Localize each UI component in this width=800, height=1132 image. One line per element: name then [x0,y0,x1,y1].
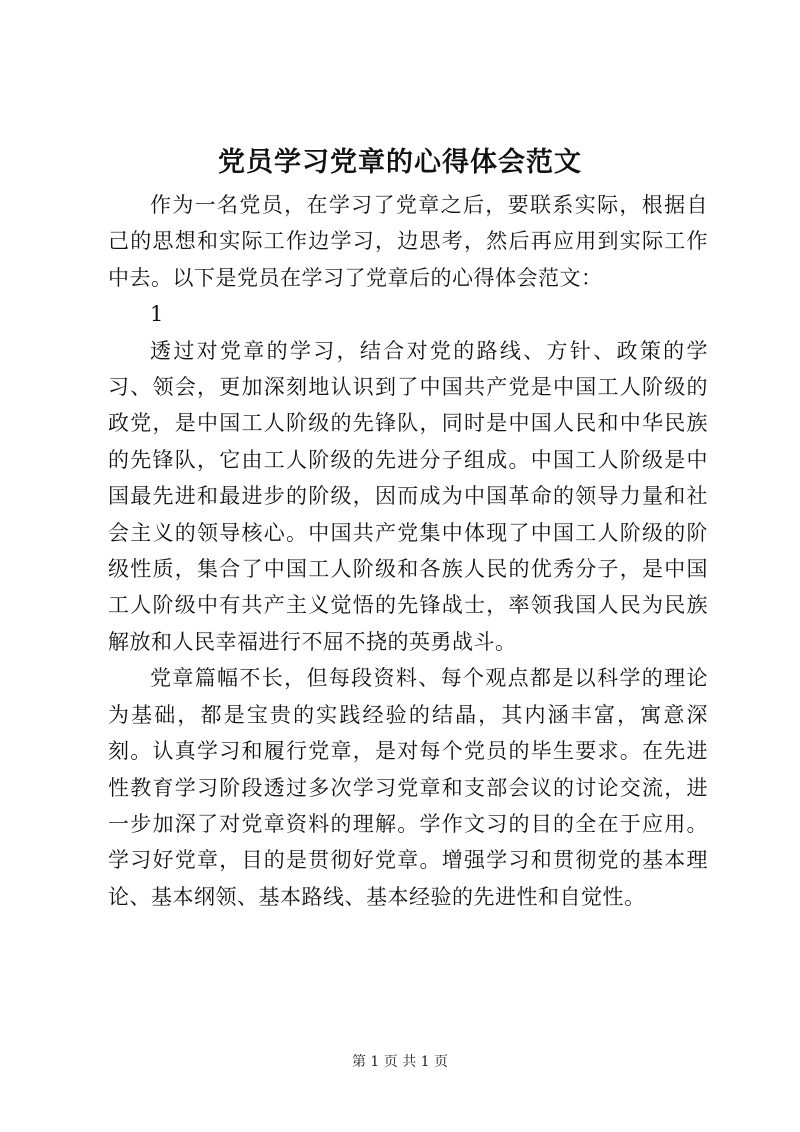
intro-paragraph: 作为一名党员，在学习了党章之后，要联系实际，根据自己的思想和实际工作边学习，边思考，然后再应用到实际工作中去。以下是党员在学习了党章后的心得体会范文： [108,193,708,290]
section-number: 1 [150,302,164,327]
page-footer: 第 1 页 共 1 页 [351,1054,449,1070]
body-paragraph-1: 透过对党章的学习，结合对党的路线、方针、政策的学习、领会，更加深刻地认识到了中国共产党是中国工人阶级的政党，是中国工人阶级的先锋队，同时是中国人民和中华民族的先锋队，它由工人阶级的先进分子组成。中国工人阶级是中国最先进和最进步的阶级，因而成为中国革命的领导力量和社会主义的领导核心。中国共产党集中体现了中国工人阶级的阶级性质，集合了中国工人阶级和各族人民的优秀分子，是中国工人阶级中有共产主义觉悟的先锋战士，率领我国人民为民族解放和人民幸福进行不屈不挠的英勇战斗。 [108,338,708,654]
document-body [108,187,708,915]
body-paragraph-2: 党章篇幅不长，但每段资料、每个观点都是以科学的理论为基础，都是宝贵的实践经验的结晶，其内涵丰富，寓意深刻。认真学习和履行党章，是对每个党员的毕生要求。在先进性教育学习阶段透过多次学习党章和支部会议的讨论交流，进一步加深了对党章资料的理解。学作文习的目的全在于应用。学习好党章，目的是贯彻好党章。增强学习和贯彻党的基本理论、基本纲领、基本路线、基本经验的先进性和自觉性。 [108,666,708,909]
document-title: 党员学习党章的心得体会范文 [218,147,582,178]
